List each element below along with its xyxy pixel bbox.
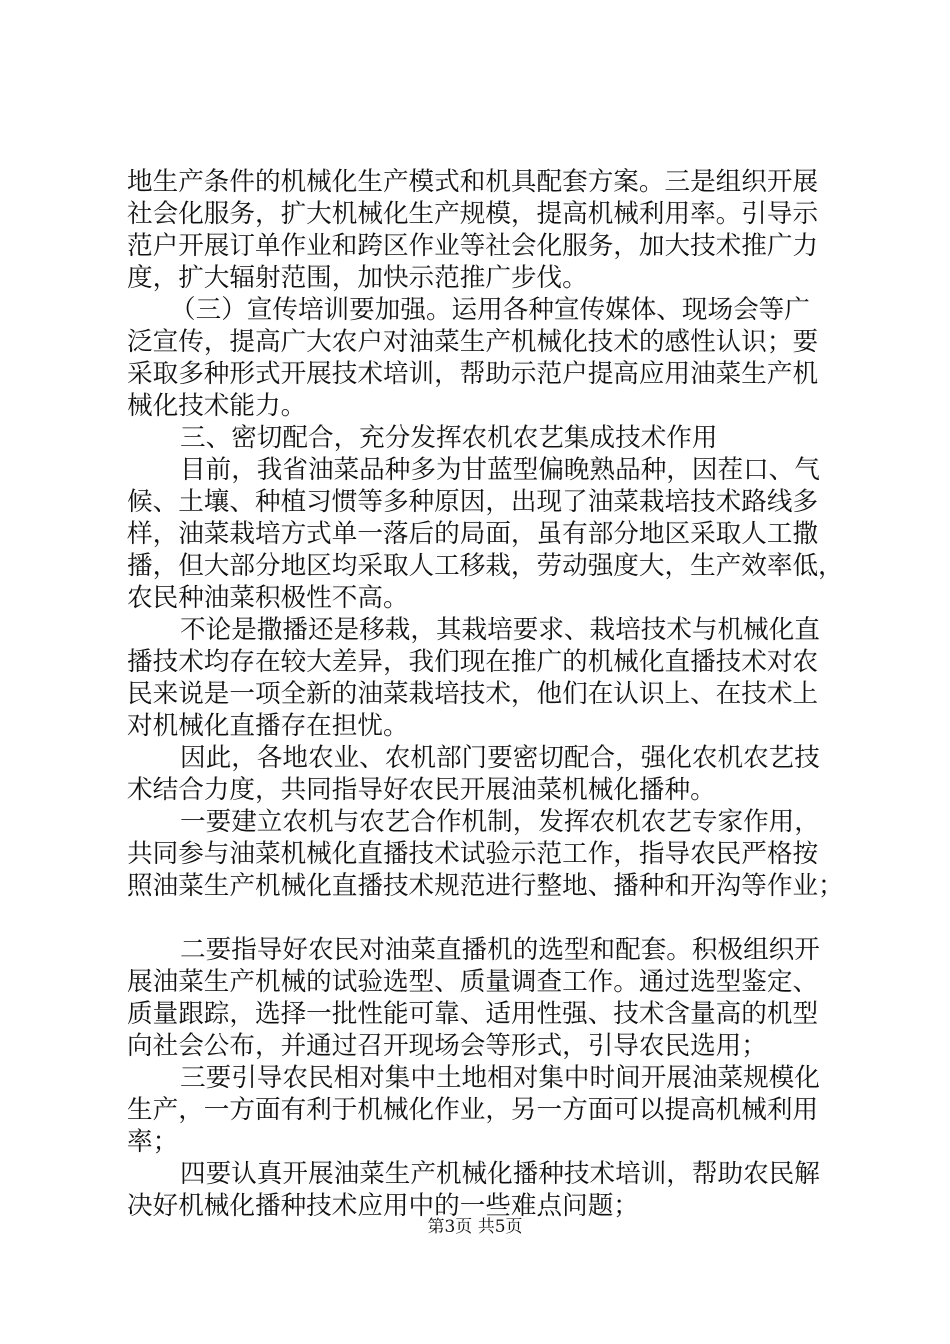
page-footer: 第3页 共5页: [427, 1217, 523, 1237]
text-line: 农民种油菜积极性不高。: [127, 583, 409, 613]
text-line: 共同参与油菜机械化直播技术试验示范工作，指导农民严格按: [127, 839, 819, 869]
text-line: 率；: [127, 1127, 179, 1157]
text-line: 不论是撒播还是移栽，其栽培要求、栽培技术与机械化直: [180, 615, 820, 645]
text-line: 三要引导农民相对集中土地相对集中时间开展油菜规模化: [180, 1063, 820, 1093]
text-line: 样，油菜栽培方式单一落后的局面，虽有部分地区采取人工撒: [127, 519, 819, 549]
text-line: 对机械化直播存在担忧。: [127, 711, 409, 741]
text-line: 照油菜生产机械化直播技术规范进行整地、播种和开沟等作业；: [127, 871, 844, 901]
text-line: 术结合力度，共同指导好农民开展油菜机械化播种。: [127, 775, 716, 805]
text-line: 范户开展订单作业和跨区作业等社会化服务，加大技术推广力: [127, 231, 819, 261]
text-line: 生产，一方面有利于机械化作业，另一方面可以提高机械利用: [127, 1095, 819, 1125]
text-line: 民来说是一项全新的油菜栽培技术，他们在认识上、在技术上: [127, 679, 819, 709]
text-line: 三、密切配合，充分发挥农机农艺集成技术作用: [180, 423, 718, 453]
text-line: 候、土壤、种植习惯等多种原因，出现了油菜栽培技术路线多: [127, 487, 819, 517]
text-line: 一要建立农机与农艺合作机制，发挥农机农艺专家作用，: [180, 807, 820, 837]
text-line: 四要认真开展油菜生产机械化播种技术培训，帮助农民解: [180, 1159, 820, 1189]
text-line: 播，但大部分地区均采取人工移栽，劳动强度大，生产效率低，: [127, 551, 844, 581]
text-line: （三）宣传培训要加强。运用各种宣传媒体、现场会等广: [170, 295, 810, 325]
text-line: 目前，我省油菜品种多为甘蓝型偏晚熟品种，因茬口、气: [180, 455, 820, 485]
text-line: 械化技术能力。: [127, 391, 307, 421]
text-line: 度，扩大辐射范围，加快示范推广步伐。: [127, 263, 588, 293]
text-line: 展油菜生产机械的试验选型、质量调查工作。通过选型鉴定、: [127, 967, 819, 997]
text-line: 地生产条件的机械化生产模式和机具配套方案。三是组织开展: [127, 167, 819, 197]
text-line: 决好机械化播种技术应用中的一些难点问题；: [127, 1191, 639, 1221]
text-line: 质量跟踪，选择一批性能可靠、适用性强、技术含量高的机型: [127, 999, 819, 1029]
text-line: 二要指导好农民对油菜直播机的选型和配套。积极组织开: [180, 935, 820, 965]
text-line: 播技术均存在较大差异，我们现在推广的机械化直播技术对农: [127, 647, 819, 677]
text-line: 泛宣传，提高广大农户对油菜生产机械化技术的感性认识；要: [127, 327, 819, 357]
text-line: 因此，各地农业、农机部门要密切配合，强化农机农艺技: [180, 743, 820, 773]
text-line: 采取多种形式开展技术培训，帮助示范户提高应用油菜生产机: [127, 359, 819, 389]
text-line: 向社会公布，并通过召开现场会等形式，引导农民选用；: [127, 1031, 767, 1061]
text-line: 社会化服务，扩大机械化生产规模，提高机械利用率。引导示: [127, 199, 819, 229]
